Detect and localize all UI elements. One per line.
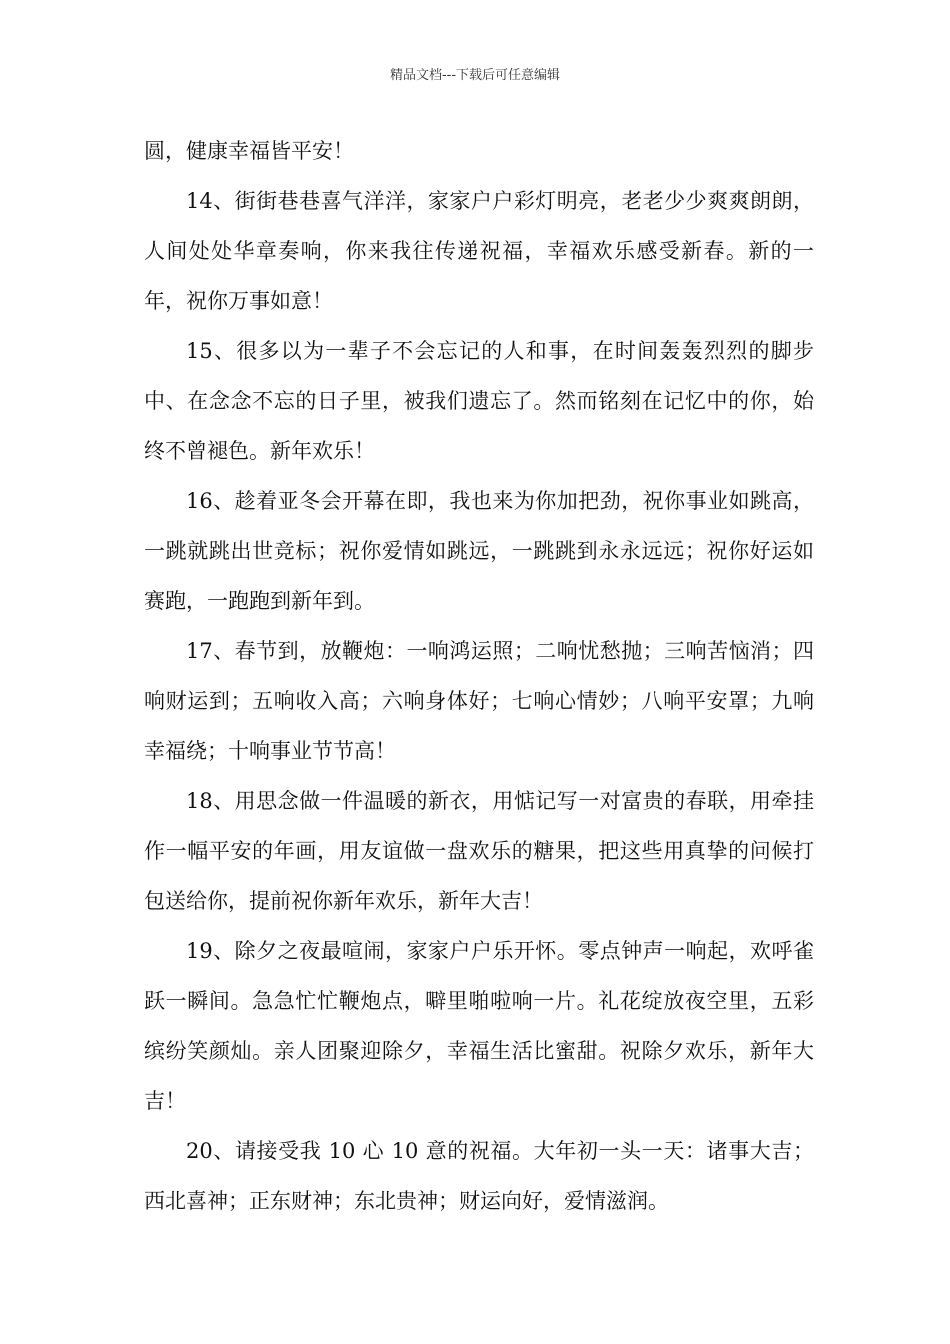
- page-header: 精品文档---下载后可任意编辑: [389, 68, 561, 83]
- document-body: [144, 126, 814, 1226]
- paragraph-continuation: 圆，健康幸福皆平安！: [144, 139, 354, 163]
- paragraph-17: 17、春节到，放鞭炮：一响鸿运照；二响忧愁抛；三响苦恼消；四响财运到；五响收入高；六响身体好；七响心情妙；八响平安罩；九响幸福绕；十响事业节节高！: [144, 639, 814, 763]
- paragraph-19: 19、除夕之夜最喧闹，家家户户乐开怀。零点钟声一响起，欢呼雀跃一瞬间。急急忙忙鞭炮点，噼里啪啦响一片。礼花绽放夜空里，五彩缤纷笑颜灿。亲人团聚迎除夕，幸福生活比蜜甜。祝除夕欢乐，新年大吉！: [144, 939, 814, 1113]
- paragraph-18: 18、用思念做一件温暖的新衣，用惦记写一对富贵的春联，用牵挂作一幅平安的年画，用友谊做一盘欢乐的糖果，把这些用真挚的问候打包送给你，提前祝你新年欢乐，新年大吉！: [144, 789, 814, 913]
- paragraph-16: 16、趁着亚冬会开幕在即，我也来为你加把劲，祝你事业如跳高，一跳就跳出世竞标；祝你爱情如跳远，一跳跳到永永远远；祝你好运如赛跑，一跑跑到新年到。: [144, 489, 814, 613]
- paragraph-15: 15、很多以为一辈子不会忘记的人和事，在时间轰轰烈烈的脚步中、在念念不忘的日子里，被我们遗忘了。然而铭刻在记忆中的你，始终不曾褪色。新年欢乐！: [144, 339, 814, 463]
- paragraph-14: 14、街街巷巷喜气洋洋，家家户户彩灯明亮，老老少少爽爽朗朗，人间处处华章奏响，你来我往传递祝福，幸福欢乐感受新春。新的一年，祝你万事如意！: [144, 189, 814, 313]
- paragraph-20: 20、请接受我 10 心 10 意的祝福。大年初一头一天：诸事大吉；西北喜神；正东财神；东北贵神；财运向好，爱情滋润。: [144, 1139, 814, 1213]
